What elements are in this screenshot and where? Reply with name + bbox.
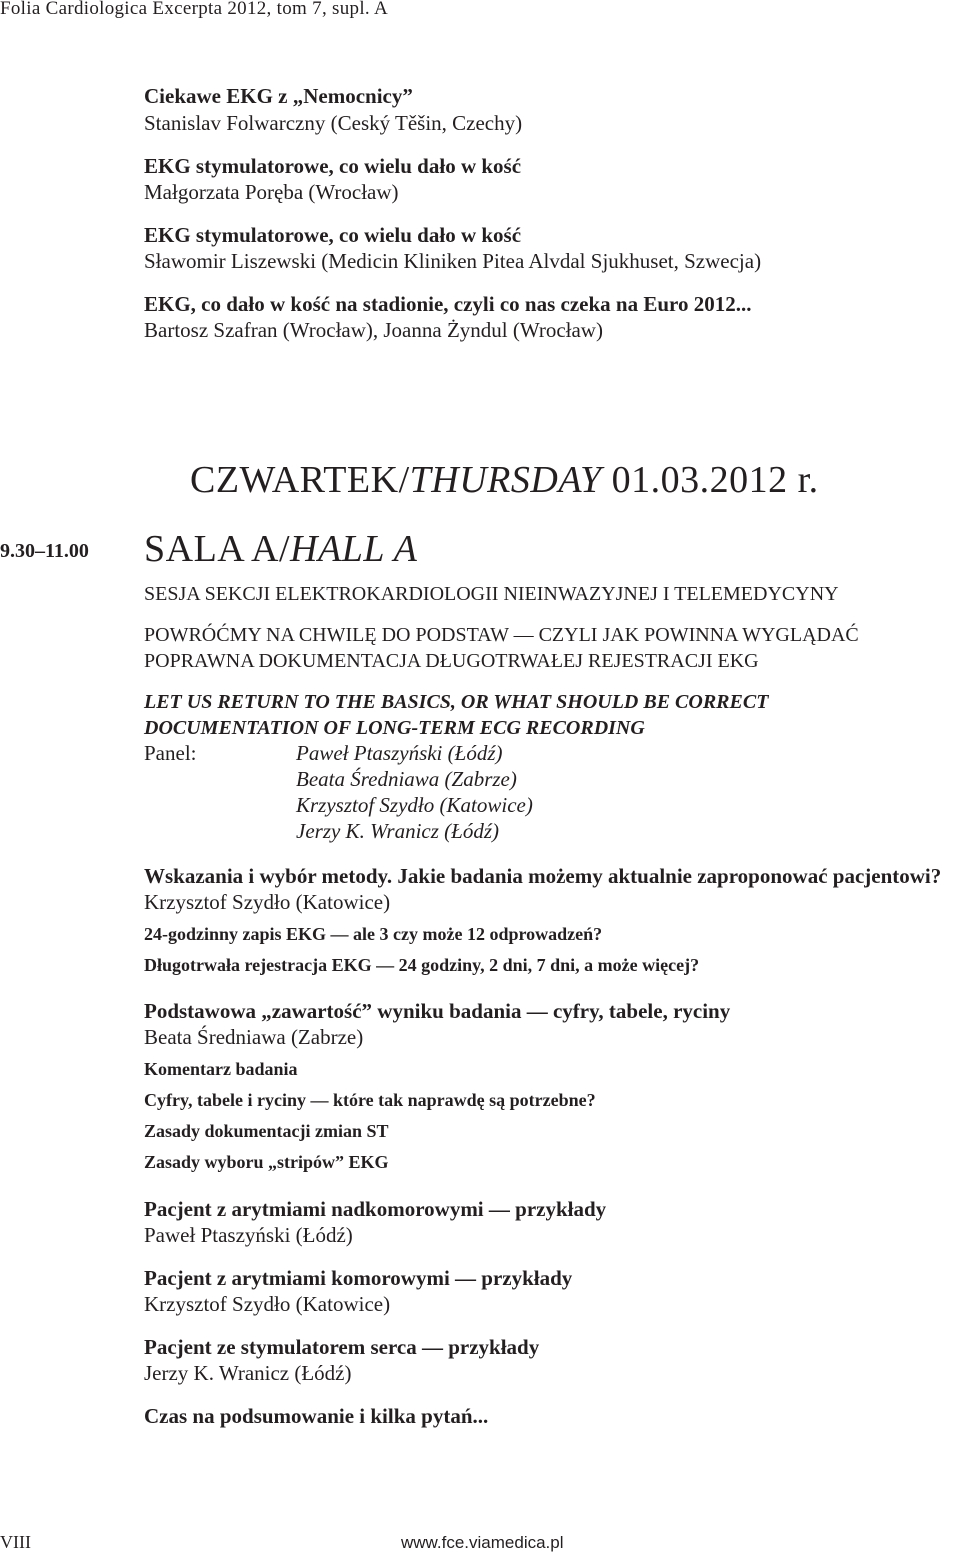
day-italic: THURSDAY (409, 459, 602, 501)
talk-title: Ciekawe EKG z „Nemocnicy” (144, 84, 413, 108)
day-prefix: CZWARTEK/ (190, 459, 410, 501)
talk-title: Czas na podsumowanie i kilka pytań... (144, 1404, 489, 1428)
talk-author: Małgorzata Poręba (Wrocław) (144, 180, 399, 204)
talk-subtopic: Zasady wyboru „stripów” EKG (144, 1152, 389, 1172)
talk-author: Jerzy K. Wranicz (Łódź) (144, 1361, 352, 1385)
talk-title: Pacjent z arytmiami komorowymi — przykłady (144, 1266, 573, 1290)
talk-title: EKG, co dało w kość na stadionie, czyli co nas czeka na Euro 2012... (144, 292, 752, 316)
talk-title: Podstawowa „zawartość” wyniku badania — cyfry, tabele, ryciny (144, 999, 731, 1023)
panel-member: Krzysztof Szydło (Katowice) (296, 793, 533, 817)
section-name: SESJA SEKCJI ELEKTROKARDIOLOGII NIEINWAZYJNEJ I TELEMEDYCYNY (144, 583, 839, 605)
talk-subtopic: Cyfry, tabele i ryciny — które tak naprawdę są potrzebne? (144, 1090, 596, 1110)
talk-author: Paweł Ptaszyński (Łódź) (144, 1223, 353, 1247)
panel-member: Beata Średniawa (Zabrze) (296, 767, 517, 791)
panel-member: Jerzy K. Wranicz (Łódź) (296, 819, 499, 843)
talk-author: Beata Średniawa (Zabrze) (144, 1025, 364, 1049)
talk-subtopic: Długotrwała rejestracja EKG — 24 godziny, 2 dni, 7 dni, a może więcej? (144, 955, 700, 975)
session-title-pl: POPRAWNA DOKUMENTACJA DŁUGOTRWAŁEJ REJESTRACJI EKG (144, 650, 759, 672)
talk-title: EKG stymulatorowe, co wielu dało w kość (144, 154, 522, 178)
talk-subtopic: Zasady dokumentacji zmian ST (144, 1121, 389, 1141)
talk-title: Wskazania i wybór metody. Jakie badania możemy aktualnie zaproponować pacjentowi? (144, 864, 942, 888)
hall-heading (144, 527, 417, 571)
hall-italic: HALL A (290, 528, 418, 570)
day-date: 01.03.2012 r. (601, 459, 819, 501)
page-number: VIII (0, 1532, 31, 1552)
day-heading (190, 458, 819, 502)
running-header: Folia Cardiologica Excerpta 2012, tom 7, supl. A (0, 0, 389, 19)
session-time: 9.30–11.00 (0, 540, 89, 562)
talk-title: Pacjent ze stymulatorem serca — przykłady (144, 1335, 540, 1359)
talk-subtopic: 24-godzinny zapis EKG — ale 3 czy może 12 odprowadzeń? (144, 924, 603, 944)
hall-prefix: SALA A/ (144, 528, 291, 570)
talk-author: Krzysztof Szydło (Katowice) (144, 890, 391, 914)
session-title-en: LET US RETURN TO THE BASICS, OR WHAT SHOULD BE CORRECT (144, 691, 769, 713)
talk-title: EKG stymulatorowe, co wielu dało w kość (144, 223, 522, 247)
talk-title: Pacjent z arytmiami nadkomorowymi — przykłady (144, 1197, 607, 1221)
session-title-pl: POWRÓĆMY NA CHWILĘ DO PODSTAW — CZYLI JAK POWINNA WYGLĄDAĆ (144, 624, 859, 646)
talk-subtopic: Komentarz badania (144, 1059, 298, 1079)
panel-member: Paweł Ptaszyński (Łódź) (296, 741, 503, 765)
talk-author: Bartosz Szafran (Wrocław), Joanna Żyndul (Wrocław) (144, 318, 603, 342)
talk-author: Stanislav Folwarczny (Ceský Těšin, Czechy) (144, 111, 523, 135)
panel-label: Panel: (144, 741, 197, 765)
talk-author: Krzysztof Szydło (Katowice) (144, 1292, 391, 1316)
journal-url[interactable]: www.fce.viamedica.pl (401, 1533, 564, 1552)
session-title-en: DOCUMENTATION OF LONG-TERM ECG RECORDING (144, 717, 645, 739)
talk-author: Sławomir Liszewski (Medicin Kliniken Pitea Alvdal Sjukhuset, Szwecja) (144, 249, 762, 273)
